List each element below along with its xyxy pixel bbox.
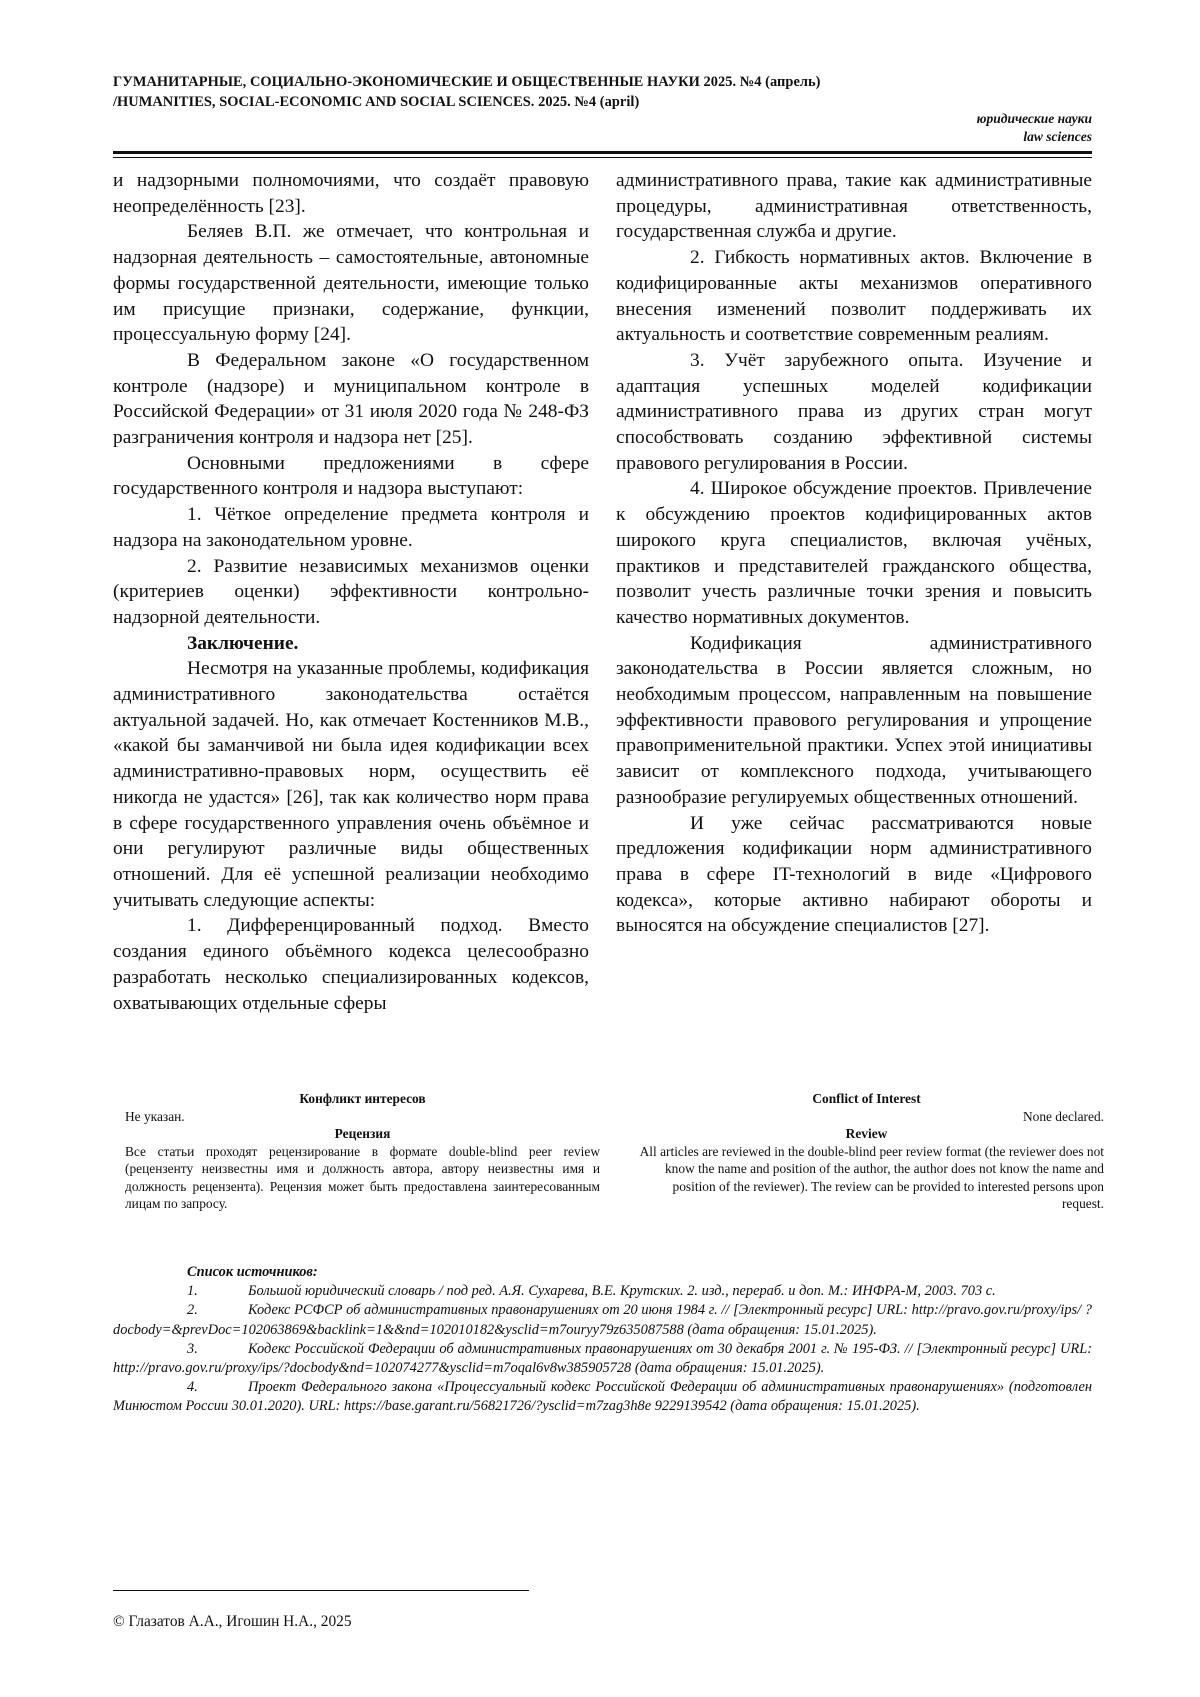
reference-item xyxy=(113,1282,1092,1301)
reference-text: Кодекс РСФСР об административных правонарушениях от 20 июня 1984 г. // [Электронный ресурс] URL: http://pravo.gov.ru/proxy/ips/ ?docbody=&prevDoc=102063869&backlink=1&&nd=102010182&ysclid=m7ouryy79z635087588 (дата обращения: 15.01.2025). xyxy=(113,1302,1092,1338)
list-item: 4. Широкое обсуждение проектов. Привлечение к обсуждению проектов кодифицированных актов широкого круга специалистов, включая учёных, практиков и представителей гражданского общества, позволит учесть различные точки зрения и повысить качество нормативных документов. xyxy=(616,478,1092,628)
section-label-ru: юридические науки xyxy=(976,111,1092,126)
declarations-en xyxy=(629,1090,1104,1213)
paragraph: Беляев В.П. же отмечает, что контрольная и надзорная деятельность – самостоятельные, автономные формы государственной деятельности, имеющие только им присущие признаки, содержание, функции, процессуальную форму [24]. xyxy=(113,221,589,346)
review-title-en: Review xyxy=(845,1126,888,1141)
reference-number: 4. xyxy=(187,1379,198,1396)
declarations-ru xyxy=(125,1090,600,1213)
footnote-rule xyxy=(113,1590,529,1591)
section-label-en: law sciences xyxy=(1023,129,1092,144)
paragraph: и надзорными полномочиями, что создаёт правовую неопределённость [23]. xyxy=(113,170,589,217)
copyright: © Глазатов А.А., Игошин Н.А., 2025 xyxy=(113,1613,352,1630)
paragraph: Кодификация административного законодательства в России является сложным, но необходимым процессом, направленным на повышение эффективности правового регулирования и упрощение правоприменительной практики. Успех этой инициативы зависит от комплексного подхода, учитывающего разнообразие регулируемых общественных отношений. xyxy=(616,632,1092,808)
list-item: 3. Учёт зарубежного опыта. Изучение и адаптация успешных моделей кодификации административного права из других стран могут способствовать созданию эффективной системы правового регулирования в России. xyxy=(616,349,1092,474)
reference-item xyxy=(113,1378,1092,1416)
header-rule-thick xyxy=(113,151,1092,154)
review-title-ru: Рецензия xyxy=(334,1126,391,1141)
paragraph: Основными предложениями в сфере государственного контроля и надзора выступают: xyxy=(113,452,589,500)
references-heading: Список источников: xyxy=(187,1264,318,1280)
reference-item xyxy=(113,1340,1092,1378)
left-column xyxy=(113,168,589,1016)
references xyxy=(113,1263,1092,1417)
journal-header xyxy=(113,72,1103,112)
reference-text: Проект Федерального закона «Процессуальный кодекс Российской Федерации об административных правонарушениях» (подготовлен Минюстом России 30.01.2020). URL: https://base.garant.ru/56821726/?ysclid=m7zag3h8e 9229139542 (дата обращения: 15.01.2025). xyxy=(113,1379,1092,1415)
header-rule-thin xyxy=(113,157,1092,158)
paragraph: Несмотря на указанные проблемы, кодификация административного законодательства остаётся актуальной задачей. Но, как отмечает Костенников М.В., «какой бы заманчивой ни была идея кодификации всех административно-правовых норм, осуществить её никогда не удастся» [26], так как количество норм права в сфере государственного управления очень объёмное и они регулируют различные виды общественных отношений. Для её успешной реализации необходимо учитывать следующие аспекты: xyxy=(113,658,589,911)
right-column xyxy=(616,168,1092,939)
conflict-title-ru: Конфликт интересов xyxy=(299,1091,426,1106)
paragraph: административного права, такие как административные процедуры, административная ответственность, государственная служба и другие. xyxy=(616,170,1092,243)
conflict-title-en: Conflict of Interest xyxy=(812,1091,921,1106)
review-text-en: All articles are reviewed in the double-blind peer review format (the reviewer does not know the name and position of the author, the author does not know the name and position of the reviewer). The review can be provided to interested persons upon request. xyxy=(639,1143,1104,1211)
reference-text: Большой юридический словарь / под ред. А.Я. Сухарева, В.Е. Крутских. 2. изд., перераб. и доп. М.: ИНФРА-М, 2003. 703 с. xyxy=(248,1283,996,1300)
section-heading: Заключение. xyxy=(187,632,299,654)
list-item: 2. Развитие независимых механизмов оценки (критериев оценки) эффективности контрольно-надзорной деятельности. xyxy=(113,555,589,628)
section-label xyxy=(977,110,1092,146)
reference-item xyxy=(113,1301,1092,1339)
conflict-text-ru: Не указан. xyxy=(125,1108,185,1124)
journal-title-en: /HUMANITIES, SOCIAL-ECONOMIC AND SOCIAL SCIENCES. 2025. №4 (april) xyxy=(113,94,640,110)
list-item: 1. Дифференцированный подход. Вместо создания единого объёмного кодекса целесообразно разработать несколько специализированных кодексов, охватывающих отдельные сферы xyxy=(113,915,589,1014)
reference-text: Кодекс Российской Федерации об административных правонарушениях от 30 декабря 2001 г. № 195-ФЗ. // [Электронный ресурс] URL: http://pravo.gov.ru/proxy/ips/?docbody&nd=102074277&ysclid=m7oqal6v8w385905728 (дата обращения: 15.01.2025). xyxy=(113,1340,1092,1377)
list-item: 1. Чёткое определение предмета контроля и надзора на законодательном уровне. xyxy=(113,504,589,551)
conflict-text-en: None declared. xyxy=(1022,1108,1104,1124)
reference-number: 3. xyxy=(187,1340,198,1357)
list-item: 2. Гибкость нормативных актов. Включение в кодифицированные акты механизмов оперативного внесения изменений позволит поддерживать их актуальность и соответствие современным реалиям. xyxy=(616,247,1092,346)
reference-number: 1. xyxy=(187,1283,198,1300)
reference-number: 2. xyxy=(187,1302,198,1319)
review-text-ru: Все статьи проходят рецензирование в формате double-blind peer review (рецензенту неизвестны имя и должность автора, автору неизвестны имя и должность рецензента). Рецензия может быть предоставлена заинтересованным лицам по запросу. xyxy=(125,1143,600,1211)
paragraph: В Федеральном законе «О государственном контроле (надзоре) и муниципальном контроле в Российской Федерации» от 31 июля 2020 года № 248-ФЗ разграничения контроля и надзора нет [25]. xyxy=(113,349,589,449)
journal-title-ru: ГУМАНИТАРНЫЕ, СОЦИАЛЬНО-ЭКОНОМИЧЕСКИЕ И ОБЩЕСТВЕННЫЕ НАУКИ 2025. №4 (апрель) xyxy=(113,74,821,90)
paragraph: И уже сейчас рассматриваются новые предложения кодификации норм административного права в сфере IT-технологий в виде «Цифрового кодекса», которые активно набирают обороты и выносятся на обсуждение специалистов [27]. xyxy=(616,812,1092,937)
